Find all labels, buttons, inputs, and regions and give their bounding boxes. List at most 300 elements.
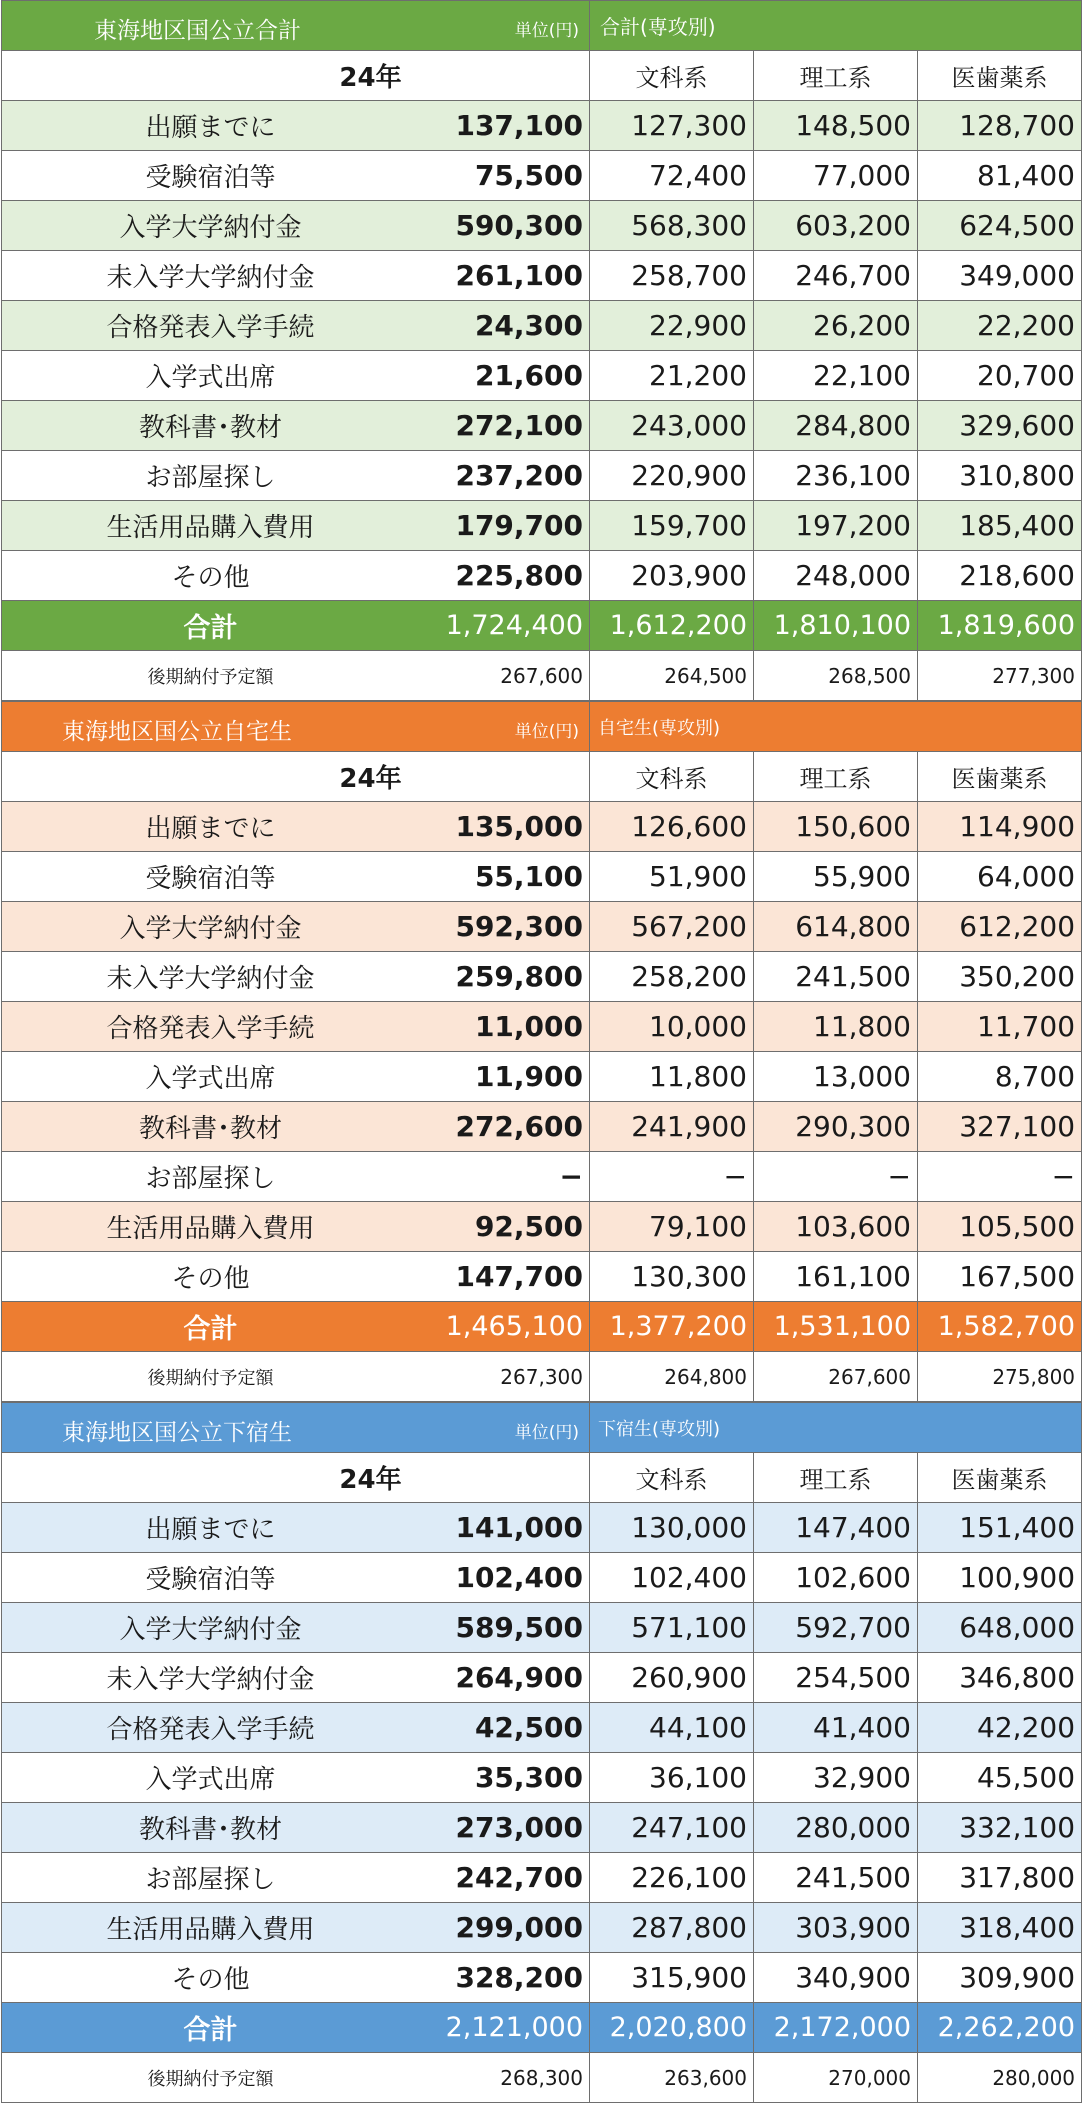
column-header-humanities: 文科系 <box>590 51 754 101</box>
row-label-wrap <box>2 1953 589 2002</box>
row-value-humanities: 203,900 <box>590 551 754 601</box>
row-label-cell <box>2 101 590 151</box>
row-label: 生活用品購入費用 <box>106 1915 315 1945</box>
later-payment-row <box>2 651 1082 701</box>
row-value-24: 135,000 <box>455 810 583 843</box>
row-value-science: 340,900 <box>754 1953 918 2003</box>
later-payment-label: 後期納付予定額 <box>147 2068 274 2090</box>
row-value-humanities: 159,700 <box>590 501 754 551</box>
later-payment-wrap <box>2 2053 589 2102</box>
row-value-humanities: 260,900 <box>590 1653 754 1703</box>
table-row <box>2 1803 1082 1853</box>
table-row <box>2 301 1082 351</box>
row-value-humanities: 243,000 <box>590 401 754 451</box>
table-row <box>2 1853 1082 1903</box>
column-header-science: 理工系 <box>754 1453 918 1503</box>
row-value-24: 590,300 <box>455 209 583 242</box>
row-label-wrap <box>2 1703 589 1752</box>
row-label-cell <box>2 1853 590 1903</box>
row-label-cell <box>2 1052 590 1102</box>
row-label-wrap <box>2 1853 589 1902</box>
column-header-year: 24年 <box>339 764 402 794</box>
column-header-year: 24年 <box>339 1465 402 1495</box>
header-year-wrap <box>2 1453 589 1502</box>
row-value-24: 55,100 <box>474 860 583 893</box>
row-label: 入学式出席 <box>145 363 276 393</box>
column-header-science: 理工系 <box>754 752 918 802</box>
row-value-24: 264,900 <box>455 1661 583 1694</box>
later-payment-label: 後期納付予定額 <box>147 666 274 688</box>
table-row <box>2 451 1082 501</box>
row-label-wrap <box>2 852 589 901</box>
row-value-medical: 309,900 <box>918 1953 1082 2003</box>
row-label-wrap <box>2 1152 589 1201</box>
row-value-24: 299,000 <box>455 1911 583 1944</box>
column-header-humanities: 文科系 <box>590 752 754 802</box>
table-row <box>2 1603 1082 1653</box>
column-header-medical: 医歯薬系 <box>918 752 1082 802</box>
row-value-24: 328,200 <box>455 1961 583 1994</box>
row-value-humanities: 315,900 <box>590 1953 754 2003</box>
row-value-24: 179,700 <box>455 509 583 542</box>
table-row <box>2 101 1082 151</box>
row-value-science: 246,700 <box>754 251 918 301</box>
row-label: その他 <box>171 1965 250 1995</box>
row-value-science: 241,500 <box>754 1853 918 1903</box>
row-value-24: 24,300 <box>474 309 583 342</box>
row-label-cell <box>2 451 590 501</box>
column-header-row <box>2 1453 1082 1503</box>
total-value-medical: 1,582,700 <box>918 1302 1082 1352</box>
column-header-humanities: 文科系 <box>590 1453 754 1503</box>
row-label-wrap <box>2 1553 589 1602</box>
row-value-medical: 20,700 <box>918 351 1082 401</box>
row-value-humanities: 247,100 <box>590 1803 754 1853</box>
table-row <box>2 1102 1082 1152</box>
row-label-wrap <box>2 1903 589 1952</box>
row-value-24: 261,100 <box>455 259 583 292</box>
later-payment-row <box>2 1352 1082 1402</box>
table-row <box>2 201 1082 251</box>
total-label-cell <box>2 601 590 651</box>
row-value-science: 150,600 <box>754 802 918 852</box>
row-value-humanities: 127,300 <box>590 101 754 151</box>
total-label-cell <box>2 2003 590 2053</box>
row-value-science: 147,400 <box>754 1503 918 1553</box>
column-header-medical: 医歯薬系 <box>918 51 1082 101</box>
row-label: 合格発表入学手続 <box>106 1715 315 1745</box>
row-value-24: 137,100 <box>455 109 583 142</box>
table-row <box>2 1953 1082 2003</box>
later-payment-value-medical: 275,800 <box>918 1352 1082 1402</box>
row-label-cell <box>2 551 590 601</box>
row-label-wrap <box>2 1252 589 1301</box>
table-row <box>2 1753 1082 1803</box>
row-value-science: 236,100 <box>754 451 918 501</box>
row-value-humanities: 567,200 <box>590 902 754 952</box>
row-label: 受験宿泊等 <box>145 1565 276 1595</box>
row-value-humanities: 258,700 <box>590 251 754 301</box>
row-label-cell <box>2 1653 590 1703</box>
total-row <box>2 1302 1082 1352</box>
table-row <box>2 802 1082 852</box>
row-label: 教科書･教材 <box>138 413 282 443</box>
row-label: 受験宿泊等 <box>145 163 276 193</box>
later-payment-value-humanities: 264,800 <box>590 1352 754 1402</box>
row-value-humanities: 571,100 <box>590 1603 754 1653</box>
row-value-science: 254,500 <box>754 1653 918 1703</box>
row-value-medical: 167,500 <box>918 1252 1082 1302</box>
row-value-24: 225,800 <box>455 559 583 592</box>
row-value-24: 42,500 <box>474 1711 583 1744</box>
row-value-science: 603,200 <box>754 201 918 251</box>
later-payment-row <box>2 2053 1082 2103</box>
row-value-medical: 185,400 <box>918 501 1082 551</box>
row-label-cell <box>2 1553 590 1603</box>
table-row <box>2 1903 1082 1953</box>
total-row <box>2 601 1082 651</box>
row-label: 入学大学納付金 <box>119 213 302 243</box>
row-value-medical: 218,600 <box>918 551 1082 601</box>
unit-label: 単位(円) <box>514 1423 579 1443</box>
row-label-cell <box>2 1953 590 2003</box>
row-label-wrap <box>2 1603 589 1652</box>
row-value-24: 102,400 <box>455 1561 583 1594</box>
row-label-cell <box>2 1002 590 1052</box>
total-label-cell <box>2 1302 590 1352</box>
table-row <box>2 1703 1082 1753</box>
row-value-24: 272,100 <box>455 409 583 442</box>
total-label: 合計 <box>183 2015 238 2046</box>
later-payment-wrap <box>2 651 589 700</box>
row-label-wrap <box>2 501 589 550</box>
row-value-medical: 11,700 <box>918 1002 1082 1052</box>
table-row <box>2 1503 1082 1553</box>
later-payment-label-cell <box>2 2053 590 2103</box>
row-label: 出願までに <box>145 814 276 844</box>
row-label: 未入学大学納付金 <box>106 1665 315 1695</box>
total-value-humanities: 1,612,200 <box>590 601 754 651</box>
row-label: お部屋探し <box>145 1164 276 1194</box>
later-payment-value-medical: 280,000 <box>918 2053 1082 2103</box>
row-label-wrap <box>2 251 589 300</box>
row-value-medical: 105,500 <box>918 1202 1082 1252</box>
row-label-cell <box>2 1753 590 1803</box>
later-payment-value-science: 267,600 <box>754 1352 918 1402</box>
row-label-wrap <box>2 1503 589 1552</box>
total-value-science: 1,531,100 <box>754 1302 918 1352</box>
row-value-science: 248,000 <box>754 551 918 601</box>
row-label-cell <box>2 201 590 251</box>
row-value-medical: 42,200 <box>918 1703 1082 1753</box>
section-title-cell <box>2 1403 590 1453</box>
row-label-cell <box>2 1503 590 1553</box>
table-row <box>2 952 1082 1002</box>
column-header-science: 理工系 <box>754 51 918 101</box>
row-label-cell <box>2 1803 590 1853</box>
cost-section-green <box>0 0 1082 701</box>
row-value-humanities: − <box>590 1152 754 1202</box>
row-label-cell <box>2 301 590 351</box>
header-cell-year <box>2 1453 590 1503</box>
row-value-humanities: 126,600 <box>590 802 754 852</box>
row-label-cell <box>2 1252 590 1302</box>
row-label: 出願までに <box>145 1515 276 1545</box>
row-label-cell <box>2 251 590 301</box>
header-year-wrap <box>2 51 589 100</box>
row-value-humanities: 11,800 <box>590 1052 754 1102</box>
section-title-cell <box>2 702 590 752</box>
row-label-wrap <box>2 201 589 250</box>
row-value-science: 197,200 <box>754 501 918 551</box>
row-value-medical: 114,900 <box>918 802 1082 852</box>
table-row <box>2 1252 1082 1302</box>
row-label: その他 <box>171 1264 250 1294</box>
row-value-science: 26,200 <box>754 301 918 351</box>
row-value-science: 161,100 <box>754 1252 918 1302</box>
row-value-humanities: 36,100 <box>590 1753 754 1803</box>
row-value-24: 147,700 <box>455 1260 583 1293</box>
table-row <box>2 351 1082 401</box>
row-label: 入学大学納付金 <box>119 914 302 944</box>
row-label: その他 <box>171 563 250 593</box>
row-value-humanities: 44,100 <box>590 1703 754 1753</box>
header-cell-year <box>2 752 590 802</box>
total-label: 合計 <box>183 613 238 644</box>
cost-table <box>1 1402 1082 2103</box>
row-label-wrap <box>2 1753 589 1802</box>
section-subtitle: 合計(専攻別) <box>590 1 1082 51</box>
unit-label: 単位(円) <box>514 21 579 41</box>
table-row <box>2 902 1082 952</box>
row-label-cell <box>2 1102 590 1152</box>
row-label-wrap <box>2 151 589 200</box>
unit-label: 単位(円) <box>514 722 579 742</box>
total-value-24: 1,724,400 <box>445 610 583 641</box>
row-value-humanities: 568,300 <box>590 201 754 251</box>
row-label-wrap <box>2 1202 589 1251</box>
row-value-medical: 350,200 <box>918 952 1082 1002</box>
row-value-science: 13,000 <box>754 1052 918 1102</box>
section-title-row <box>2 702 1082 752</box>
table-row <box>2 401 1082 451</box>
row-value-humanities: 102,400 <box>590 1553 754 1603</box>
total-label-wrap <box>2 601 589 650</box>
table-row <box>2 1653 1082 1703</box>
row-value-24: 272,600 <box>455 1110 583 1143</box>
table-row <box>2 501 1082 551</box>
row-label-wrap <box>2 451 589 500</box>
row-label-cell <box>2 852 590 902</box>
later-payment-value-science: 270,000 <box>754 2053 918 2103</box>
row-value-24: 589,500 <box>455 1611 583 1644</box>
section-title-row <box>2 1403 1082 1453</box>
row-value-science: 11,800 <box>754 1002 918 1052</box>
row-value-humanities: 220,900 <box>590 451 754 501</box>
row-label: お部屋探し <box>145 1865 276 1895</box>
section-subtitle: 下宿生(専攻別) <box>590 1403 1082 1453</box>
row-value-science: 103,600 <box>754 1202 918 1252</box>
table-row <box>2 551 1082 601</box>
row-value-science: 284,800 <box>754 401 918 451</box>
row-label: 入学大学納付金 <box>119 1615 302 1645</box>
row-value-humanities: 130,000 <box>590 1503 754 1553</box>
total-value-science: 2,172,000 <box>754 2003 918 2053</box>
row-label: 入学式出席 <box>145 1765 276 1795</box>
row-value-medical: 332,100 <box>918 1803 1082 1853</box>
cost-section-blue <box>0 1402 1082 2103</box>
row-label: 出願までに <box>145 113 276 143</box>
table-row <box>2 1152 1082 1202</box>
row-value-humanities: 287,800 <box>590 1903 754 1953</box>
row-value-science: 55,900 <box>754 852 918 902</box>
row-value-science: 148,500 <box>754 101 918 151</box>
section-title: 東海地区国公立自宅生 <box>62 719 292 745</box>
row-label-wrap <box>2 1803 589 1852</box>
row-label: 入学式出席 <box>145 1064 276 1094</box>
row-label-wrap <box>2 351 589 400</box>
later-payment-value-humanities: 264,500 <box>590 651 754 701</box>
row-value-medical: 64,000 <box>918 852 1082 902</box>
row-label-wrap <box>2 1653 589 1702</box>
later-payment-wrap <box>2 1352 589 1401</box>
row-value-medical: 648,000 <box>918 1603 1082 1653</box>
row-value-humanities: 22,900 <box>590 301 754 351</box>
cost-table <box>1 701 1082 1402</box>
row-value-medical: 151,400 <box>918 1503 1082 1553</box>
table-row <box>2 1052 1082 1102</box>
row-label: 生活用品購入費用 <box>106 1214 315 1244</box>
row-value-medical: 81,400 <box>918 151 1082 201</box>
row-label-cell <box>2 1903 590 1953</box>
section-title: 東海地区国公立下宿生 <box>62 1420 292 1446</box>
total-row <box>2 2003 1082 2053</box>
total-label: 合計 <box>183 1314 238 1345</box>
section-subtitle: 自宅生(専攻別) <box>590 702 1082 752</box>
row-value-humanities: 130,300 <box>590 1252 754 1302</box>
later-payment-value-science: 268,500 <box>754 651 918 701</box>
row-label-cell <box>2 501 590 551</box>
row-value-medical: 349,000 <box>918 251 1082 301</box>
row-value-medical: 327,100 <box>918 1102 1082 1152</box>
table-row <box>2 852 1082 902</box>
section-title-row <box>2 1 1082 51</box>
table-row <box>2 1002 1082 1052</box>
row-value-medical: 8,700 <box>918 1052 1082 1102</box>
table-row <box>2 1202 1082 1252</box>
row-value-humanities: 241,900 <box>590 1102 754 1152</box>
row-label: 教科書･教材 <box>138 1815 282 1845</box>
row-value-humanities: 258,200 <box>590 952 754 1002</box>
later-payment-value-24: 267,600 <box>500 663 583 688</box>
row-label: お部屋探し <box>145 463 276 493</box>
row-value-science: 303,900 <box>754 1903 918 1953</box>
row-label: 生活用品購入費用 <box>106 513 315 543</box>
row-value-24: 242,700 <box>455 1861 583 1894</box>
later-payment-value-24: 267,300 <box>500 1364 583 1389</box>
row-value-24: 259,800 <box>455 960 583 993</box>
row-value-medical: 128,700 <box>918 101 1082 151</box>
row-value-24: 237,200 <box>455 459 583 492</box>
table-row <box>2 151 1082 201</box>
column-header-year: 24年 <box>339 63 402 93</box>
row-value-medical: 310,800 <box>918 451 1082 501</box>
row-value-medical: − <box>918 1152 1082 1202</box>
row-value-science: 22,100 <box>754 351 918 401</box>
row-label-wrap <box>2 1102 589 1151</box>
row-label-cell <box>2 1152 590 1202</box>
later-payment-value-humanities: 263,600 <box>590 2053 754 2103</box>
cost-table <box>1 0 1082 701</box>
total-value-24: 1,465,100 <box>445 1311 583 1342</box>
cost-section-orange <box>0 701 1082 1402</box>
row-label-wrap <box>2 301 589 350</box>
row-value-medical: 22,200 <box>918 301 1082 351</box>
row-value-humanities: 10,000 <box>590 1002 754 1052</box>
later-payment-label: 後期納付予定額 <box>147 1367 274 1389</box>
row-label-cell <box>2 902 590 952</box>
row-value-humanities: 21,200 <box>590 351 754 401</box>
row-value-24: 141,000 <box>455 1511 583 1544</box>
row-value-24: 35,300 <box>474 1761 583 1794</box>
row-label-wrap <box>2 802 589 851</box>
row-value-humanities: 51,900 <box>590 852 754 902</box>
header-year-wrap <box>2 752 589 801</box>
total-value-humanities: 1,377,200 <box>590 1302 754 1352</box>
row-value-medical: 318,400 <box>918 1903 1082 1953</box>
row-value-24: 75,500 <box>474 159 583 192</box>
section-title-cell <box>2 1 590 51</box>
row-value-science: 290,300 <box>754 1102 918 1152</box>
row-label-cell <box>2 1603 590 1653</box>
header-cell-year <box>2 51 590 101</box>
row-label: 受験宿泊等 <box>145 864 276 894</box>
row-value-science: 280,000 <box>754 1803 918 1853</box>
row-label-wrap <box>2 1002 589 1051</box>
row-label-cell <box>2 1703 590 1753</box>
total-value-medical: 1,819,600 <box>918 601 1082 651</box>
total-value-science: 1,810,100 <box>754 601 918 651</box>
row-value-science: 41,400 <box>754 1703 918 1753</box>
row-label-cell <box>2 1202 590 1252</box>
later-payment-value-medical: 277,300 <box>918 651 1082 701</box>
row-value-24: 11,900 <box>474 1060 583 1093</box>
total-label-wrap <box>2 2003 589 2052</box>
later-payment-label-cell <box>2 651 590 701</box>
total-label-wrap <box>2 1302 589 1351</box>
row-value-24: 592,300 <box>455 910 583 943</box>
later-payment-value-24: 268,300 <box>500 2065 583 2090</box>
row-value-science: 614,800 <box>754 902 918 952</box>
row-value-medical: 100,900 <box>918 1553 1082 1603</box>
row-value-science: 77,000 <box>754 151 918 201</box>
row-label-wrap <box>2 401 589 450</box>
column-header-row <box>2 51 1082 101</box>
total-value-humanities: 2,020,800 <box>590 2003 754 2053</box>
row-label: 合格発表入学手続 <box>106 313 315 343</box>
row-label-cell <box>2 802 590 852</box>
row-value-24: 92,500 <box>474 1210 583 1243</box>
row-label-cell <box>2 952 590 1002</box>
row-label-wrap <box>2 902 589 951</box>
row-label: 教科書･教材 <box>138 1114 282 1144</box>
row-label-wrap <box>2 1052 589 1101</box>
row-value-science: 592,700 <box>754 1603 918 1653</box>
total-value-medical: 2,262,200 <box>918 2003 1082 2053</box>
row-label-wrap <box>2 952 589 1001</box>
row-value-science: 32,900 <box>754 1753 918 1803</box>
row-value-medical: 45,500 <box>918 1753 1082 1803</box>
